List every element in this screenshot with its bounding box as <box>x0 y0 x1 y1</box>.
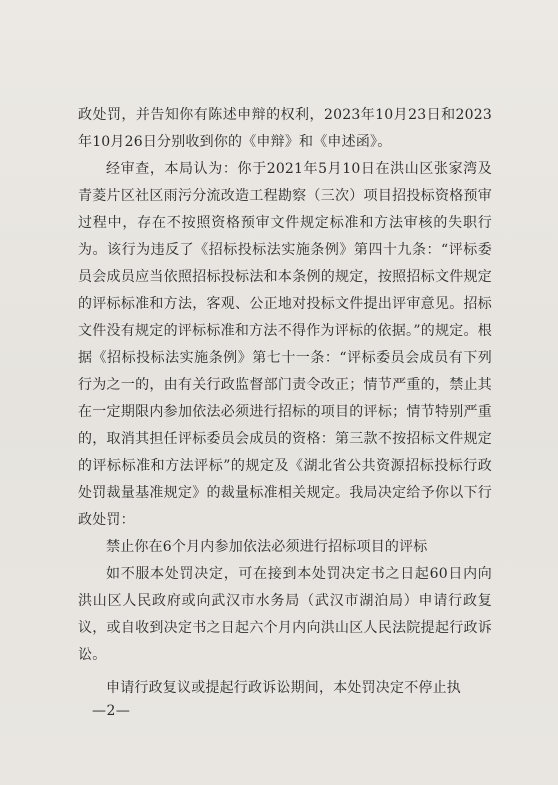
paragraph-execution-note: 申请行政复议或提起行政诉讼期间，本处罚决定不停止执 <box>106 680 461 696</box>
paragraph-penalty: 禁止你在6个月内参加依法必须进行招标项目的评标 <box>106 539 428 555</box>
page-number: —2— <box>92 703 131 719</box>
paragraph-appeal-rights: 如不服本处罚决定，可在接到本处罚决定书之日起60日内向洪山区人民政府或向武汉市水务局（武汉市湖泊局）申请行政复议，或自收到决定书之日起六个月内向洪山区人民法院提起行政诉讼。 <box>78 566 492 663</box>
document-body <box>78 102 492 702</box>
paragraph-review-findings: 经审查，本局认为：你于2021年5月10日在洪山区张家湾及青菱片区社区雨污分流改造工程勘察（三次）项目招投标资格预审过程中，存在不按照资格预审文件规定标准和方法审核的失职行为。该行为违反了《招标投标法实施条例》第四十九条：“评标委员会成员应当依照招标投标法和本条例的规定，按照招标文件规定的评标标准和方法，客观、公正地对投标文件提出评审意见。招标文件没有规定的评标标准和方法不得作为评标的依据。”的规定。根据《招标投标法实施条例》第七十一条：“评标委员会成员有下列行为之一的，由有关行政监督部门责令改正；情节严重的，禁止其在一定期限内参加依法必须进行招标的项目的评标；情节特别严重的，取消其担任评标委员会成员的资格：第三款不按招标文件规定的评标标准和方法评标”的规定及《湖北省公共资源招标投标行政处罚裁量基准规定》的裁量标准相关规定。我局决定给予你以下行政处罚： <box>78 161 492 528</box>
paragraph-notice-receipt: 政处罚，并告知你有陈述申辩的权利，2023年10月23日和2023年10月26日分别收到你的《申辩》和《申述函》。 <box>78 107 492 150</box>
